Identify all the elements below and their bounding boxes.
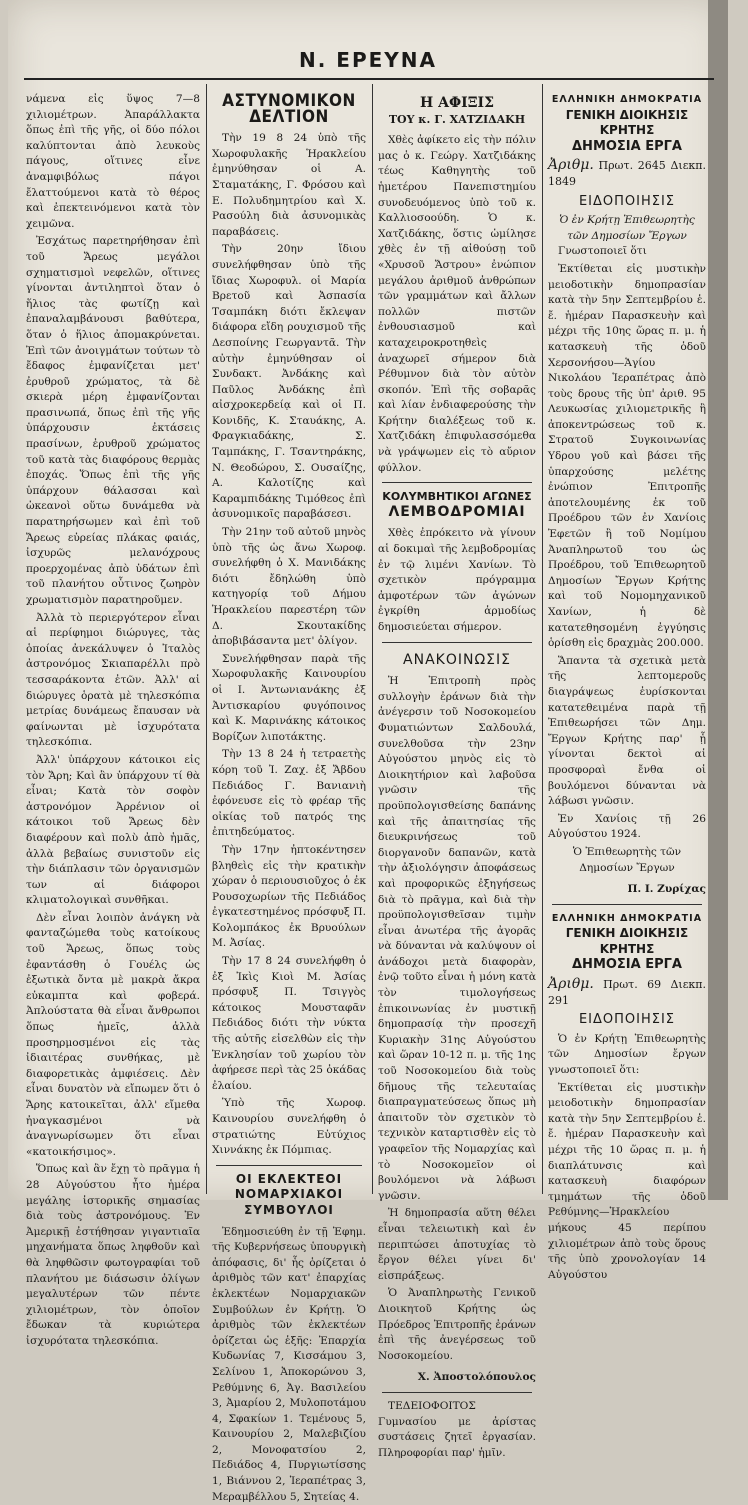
masthead: Ν. ΕΡΕΥΝΑ — [299, 48, 437, 72]
signature: Π. Ι. Ζυρίχας — [627, 883, 706, 896]
paragraph: Ὁ ἐν Κρήτῃ Ἐπιθεωρητὴς τῶν Δημοσίων ἔργων γνωστοποιεῖ ὅτι: — [548, 1032, 706, 1077]
column-divider-2 — [372, 84, 373, 1194]
reference-number: Ἀριθμ. Πρωτ. 2645 Διεκπ. 1849 — [548, 157, 706, 188]
paragraph: Ἐσχάτως παρετηρήθησαν ἐπὶ τοῦ Ἄρεως μεγάλοι σχηματισμοὶ νεφελῶν, οἵτινες γίνονται ἀντιληπτοὶ ὅταν ὁ ἥλιος τὰς φωτίζῃ καὶ ἐπαναλαμβάνουσι βαθύτερα, ὅταν ὁ ἥλιος ἀπομακρύνεται. Ἐπὶ τῶν ἀνοιγμάτων τούτων τὸ ἔδαφος ἐμφανίζεται μετ' ἐρυθροῦ χρώματος, τὰ δὲ σκιερὰ μέρη ἐμφανίζονται πρασινωπά, ὅπως ἐπὶ τῆς γῆς ὑπάρχουσιν ἐκτάσεις πρασίνων, ἐρυθροῦ χρώματος τοῦ κατὰ τὰς διαφόρους θερμὰς ἐποχάς. Ὅπως ἐπὶ τῆς γῆς ὑπάρχουν θάλασσαι καὶ ὠκεανοὶ οὕτω δυνάμεθα νὰ παρατηρήσωμεν καὶ ἐπὶ τοῦ Ἄρεως εὐρείας πλάκας φαιάς, ἰσχυρῶς μελανόχρους προερχομένας ἀπὸ ὑδάτων ἐπὶ τοῦ πλανήτου οὗτινος ζωηρὸν χρωματισμὸν παρατηροῦμεν. — [26, 235, 200, 606]
paragraph: Γνωστοποιεῖ ὅτι — [558, 245, 647, 258]
paragraph: Ἐκτίθεται εἰς μυστικὴν μειοδοτικὴν δημοπρασίαν κατὰ τὴν 5ην Σεπτεμβρίου ἑ. ἔ. ἡμέραν Παρασκευὴν καὶ μέχρι τῆς 10ης ὥρας π. μ. ἡ κατασκευὴ τῆς ὁδοῦ Χερσονήσου—Ἁγίου Νικολάου Ἱεραπέτρας ἀπὸ τοὺς δρους τῆς ὑπ' ἀριθ. 95 Λευκωσίας χιλιομετρικῆς ἢ ἀποκεντρώσεως τοῦ κ. Στρατοῦ Συγκοινωνίας Υδρου γοῦ καὶ βάσει τῆς ὑπαρχούσης μελέτης ἐνώπιον Ἐπιτροπῆς ἀποτελουμένης ἐκ τοῦ Προέδρου τῶν ἐν Χανίοις Ἐφετῶν ἢ τοῦ Νομίμου Ἀναπληρωτοῦ του ὡς Προέδρου, τοῦ Ἐπιθεωρητοῦ Δημοσίων Ἔργων Κρήτης καὶ τοῦ Νομομηχανικοῦ Χανίων, ἡ δὲ κατατεθησομένη ἐγγύησις ὁρίσθη εἰς δραχμὰς 200.000. — [548, 262, 706, 650]
section-divider — [382, 482, 532, 483]
section-divider — [382, 1392, 532, 1393]
paragraph: Τὴν 17ην ἠπτοκέντησεν βληθεὶς εἰς τὴν κρατικὴν χώραν ὁ περιουσιοῦχος ὁ ἐκ Ρουσοχωρίων τῆς Πεδιάδος ἐγκατεστημένος πρόσφυξ Π. Κολομπάκος ἐκ Βρυούλων Μ. Ἀσίας. — [212, 843, 366, 950]
classified-ad: ΤΕΔΕΙΟΦΟΙΤΟΣ Γυμνασίου με ἀρίστας συστάσεις ζητεῖ ἐργασίαν. Πληροφορίαι παρ' ἡμῖν. — [378, 1399, 536, 1459]
paragraph: Ἡ δημοπρασία αὕτη θέλει εἶναι τελειωτικὴ καὶ ἐν περιπτώσει ἀποτυχίας τὸ ἔργον θέλει γίνει δι' εἰσπράξεως. — [378, 1207, 536, 1282]
reference-number: Ἀριθμ. Πρωτ. 69 Διεκπ. 291 — [548, 976, 707, 1007]
republic-header: ΕΛΛΗΝΙΚΗ ΔΗΜΟΚΡΑΤΙΑ — [551, 94, 703, 105]
column-divider-3 — [542, 84, 543, 1194]
newspaper-page — [8, 0, 728, 1503]
notice-heading: ΕΙΔΟΠΟΙΗΣΙΣ — [578, 193, 676, 209]
paragraph: Χθὲς ἐπρόκειτο νὰ γίνουν αἱ δοκιμαὶ τῆς λεμβοδρομίας ἐν τῷ λιμένι Χανίων. Τὸ σχετικὸν πρόγραμμα ἀμφοτέρων τῶν ἀγώνων ἐγκρίθη ἁρμοδίως δημοσιεύεται σήμερον. — [378, 527, 536, 633]
column-3 — [378, 92, 536, 1459]
administration-header: ΓΕΝΙΚΗ ΔΙΟΙΚΗΣΙΣ ΚΡΗΤΗΣ — [565, 107, 689, 138]
arrival-heading: Η ΑΦΙΞΙΣ — [419, 95, 494, 111]
paragraph: Τὴν 13 8 24 ἡ τετραετὴς κόρη τοῦ Ἰ. Ζαχ. ἐξ Ἄβδου Πεδιάδος Γ. Βανιανιὴ ἐφόνευσε εἰς τὸ φρέαρ τῆς οἰκίας τοῦ πατρός της ἐπιτηδεύματος. — [212, 748, 366, 839]
paragraph: νάμενα εἰς ὕψος 7—8 χιλιομέτρων. Ἀπαράλλακτα ὅπως ἐπὶ τῆς γῆς, οἱ δύο πόλοι καλύπτονται ἀπὸ λευκοὺς πάγους, οἵτινες εἶνε ἀναμφιβόλως πάγοι ἔλαττούμενοι κατὰ τὸ θέρος καὶ ἐπεκτεινόμενοι κατὰ τὸν χειμῶνα. — [26, 93, 200, 230]
paragraph: Τὴν 19 8 24 ὑπὸ τῆς Χωροφυλακῆς Ἡρακλείου ἐμηνύθησαν οἱ Α. Σταματάκης, Γ. Φρόσου καὶ Ε. Πολυδημητρίου καὶ Χ. Ρασούλη διὰ ἀσυνομικὰς παραβάσεις. — [212, 132, 366, 238]
section-divider — [382, 642, 532, 643]
paragraph: Ἀλλ' ὑπάρχουν κάτοικοι εἰς τὸν Ἄρη; Καὶ ἂν ὑπάρχουν τί θὰ εἶναι; Κατὰ τὸν σοφὸν ἀστρονόμον Ἀρρένιον οἱ κάτοικοι τοῦ Ἄρεως δὲν διαφέρουν καὶ πολὺ ἀπὸ ἡμᾶς, ἀλλὰ βεβαίως συνιστοῦν εἰς τὴν διάπλασιν τῶν ὀργανισμῶν των αἱ διάφοροι κλιματολογικαὶ συνθῆκαι. — [26, 753, 200, 907]
section-divider — [552, 904, 702, 905]
paragraph: Ὅπως καὶ ἂν ἔχῃ τὸ πρᾶγμα ἡ 28 Αὐγούστου ἦτο ἡμέρα μεγάλης ἱστορικῆς σημασίας διὰ τοὺς ἀστρονόμους. Ἐν Ἀμερικῇ ἐστήθησαν γιγαντιαῖα μηχανήματα ὅπως ληφθοῦν καὶ θὰ ληφθῶσιν φωτογραφίαι τοῦ πλανήτου με διάσωσιν ὀλίγων μεγαλυτέρων τῶν πέντε χιλιομέτρων, τὸν ὁποῖον ἔδωκαν τὰ κυριώτερα ἰσχυρότατα τηλεσκόπια. — [26, 1163, 200, 1347]
section-divider — [216, 1165, 362, 1166]
page-edge-shadow — [708, 0, 728, 1200]
public-works-header: ΔΗΜΟΣΙΑ ΕΡΓΑ — [572, 138, 682, 154]
signature: Χ. Ἀποστολόπουλος — [417, 1371, 536, 1384]
paragraph: Τὴν 20ην ἴδιου συνελήφθησαν ὑπὸ τῆς ἴδιας Χωροφυλ. οἱ Μαρία Βρετοῦ καὶ Ἀσπασία Τσαμπάκη διότι ἔκλεψαν διάφορα εἴδη ρουχισμοῦ τῆς Δεσποίνης Γεωργαντᾶ. Τὴν αὐτὴν ἐμηνύθησαν οἱ Συνδακτ. Ἀνδάκης καὶ Παῦλος Ἀνδάκης ἐπὶ αἰσχροκερδείᾳ καὶ οἱ Π. Κονιδῆς, Κ. Σταυάκης, Α. Φραγκιαδάκης, Σ. Ταμπάκης, Γ. Τσαντηράκης, Ν. Θεοδώρου, Σ. Ουσαίζης, Α. Καλοτίζης καὶ Καραμπιδάκης Τιμόθεος ἐπὶ ἀσυνομικοῖς παραβάσεσι. — [212, 243, 366, 521]
paragraph: Ἐδημοσιεύθη ἐν τῇ Ἐφημ. τῆς Κυβερνήσεως ὑπουργικὴ ἀπόφασις, δι' ἧς ὁρίζεται ὁ ἀριθμὸς τῶν κατ' ἐπαρχίας ἐκλεκτέων Νομαρχιακῶν Συμβούλων ἐν Κρήτῃ. Ὁ ἀριθμὸς τῶν ἐκλεκτέων ὁρίζεται ὡς ἑξῆς: Ἐπαρχία Κυδωνίας 7, Κισσάμου 3, Σελίνου 1, Ἀποκορώνου 3, Ρεθύμνης 6, Ἀγ. Βασιλείου 3, Ἀμαρίου 2, Μυλοποτάμου 4, Σφακίων 1. Τεμένους 5, Καινουρίου 2, Μαλεβιζίου 2, Μονοφατσίου 2, Πεδιάδος 4, Πυργιωτίσσης 1, Βιάννου 2, Ἱεραπέτρας 3, Μεραμβέλλου 5, Σητείας 4. — [212, 1225, 366, 1503]
swimming-heading: ΚΟΛΥΜΒΗΤΙΚΟΙ ΑΓΩΝΕΣ — [382, 490, 532, 504]
paragraph: Ὑπὸ τῆς Χωροφ. Καινουρίου συνελήφθη ὁ στρατιώτης Εὐτύχιος Χιννάκης ἐκ Πόμπιας. — [212, 1097, 366, 1157]
notice-issuer: Ὁ ἐν Κρήτῃ Ἐπιθεωρητὴς τῶν Δημοσίων Ἔργων — [559, 214, 695, 242]
announcement-heading: ΑΝΑΚΟΙΝΩΣΙΣ — [403, 651, 511, 668]
paragraph: Ὁ Ἀναπληρωτὴς Γενικοῦ Διοικητοῦ Κρήτης ὡς Πρόεδρος Ἐπιτροπῆς ἐράνων ἐπὶ τῆς ἀνεγέρσεως τοῦ Νοσοκομείου. — [378, 1287, 536, 1362]
police-bulletin-heading: ΑΣΤΥΝΟΜΙΚΟΝ ΔΕΛΤΙΟΝ — [222, 91, 356, 127]
signature-title: Ὁ Ἐπιθεωρητὴς τῶν Δημοσίων Ἔργων — [572, 845, 682, 874]
arrival-subheading: ΤΟΥ κ. Γ. ΧΑΤΖΙΔΑΚΗ — [388, 112, 526, 126]
notice-heading: ΕΙΔΟΠΟΙΗΣΙΣ — [578, 1012, 676, 1028]
paragraph: Ἀλλὰ τὸ περιεργότερον εἶναι αἱ περίφημοι διώρυγες, τὰς ὁποίας ἀνεκάλυψεν ὁ Ἰταλὸς ἀστρονόμος Σκιαπαρέλλι πρὸ τεσσαράκοντα ἐτῶν. Ἀλλ' αἱ διώρυγες ὁρατὰ μὲ τηλεσκόπια μετρίας δυνάμεως ἔπαυσαν νὰ φαίνωνται μὲ ἰσχυρότατα τηλεσκόπια. — [26, 611, 200, 749]
column-divider-1 — [206, 84, 207, 1194]
column-4 — [548, 92, 707, 1281]
paragraph: Τὴν 21ην τοῦ αὐτοῦ μηνὸς ὑπὸ τῆς ὡς ἄνω Χωροφ. συνελήφθη ὁ Χ. Μανιδάκης διότι ἔδηλώθη ὑπὸ κατηγορίᾳ τοῦ Δήμου Ἡρακλείου παρεστέρη τῶν Δ. Σκουτακίδης ἀποβιβάσαντα μετ' ὀλίγον. — [212, 526, 366, 648]
paragraph: Τὴν 17 8 24 συνελήφθη ὁ ἐξ Ἰκὶς Κιοὶ Μ. Ἀσίας πρόσφυξ Π. Τσιγγὸς κάτοικος Μουσταφᾶν Πεδιάδος διότι τὴν νύκτα τῆς αὐτῆς εἰσελθὼν εἰς τὴν Ἑνκλησίαν τοῦ χωρίου τὸν ἀφήρεσε περὶ τὰς 25 ὀκάδας ἐλαίου. — [212, 955, 366, 1092]
paragraph: Συνελήφθησαν παρὰ τῆς Χωροφυλακῆς Καινουρίου οἱ Ι. Ἀντωνιανάκης ἐξ Ἀντισκαρίου φυγόποινος καὶ Κ. Μαρινάκης κάτοικος Βορίζων λιποτάκτης. — [212, 652, 366, 743]
masthead-rule — [24, 78, 714, 80]
paragraph: Ἐκτίθεται εἰς μυστικὴν μειοδοτικὴν δημοπρασίαν κατὰ τὴν 5ην Σεπτεμβρίου ἑ. ἔ. ἡμέραν Παρασκευὴν καὶ μέχρι τῆς 10 ὥρας π. μ. ἡ διαπλάτυνσις καὶ κατασκευὴ διαφόρων τμημάτων τῆς ὁδοῦ Ρεθύμνης—Ἡρακλείου μήκους 45 περίπου χιλιομέτρων ἀπὸ τοὺς ὅρους τῆς ὑπὸ χρονολογίαν 14 Αὐγούστου — [548, 1081, 706, 1281]
public-works-header: ΔΗΜΟΣΙΑ ΕΡΓΑ — [572, 957, 682, 973]
paragraph: Ἡ Ἐπιτροπὴ πρὸς συλλογὴν ἐράνων διὰ τὴν ἀνέγερσιν τοῦ Νοσοκομείου Φυματιώντων Σαλδουλά, συνελθοῦσα τὴν 23ην Αὐγούστου μηνὸς εἰς τὸ Διοικητήριον καὶ λαβοῦσα γνῶσιν τῆς προϋπολογισθείσης δαπάνης καὶ τῆς ἀπαιτησίας τῆς διευκρινήσεως τοῦ διοργανοῦν δαπανῶν, κατὰ τὴν ἀξιολόγησιν ἀποφάσεως καὶ προφορικῶς ἐξηγήσεως διὰ τὸ πρᾶγμα, καὶ διὰ τὴν προϋπολογισθεῖσαν τιμὴν εἶναι ἀνωτέρα τῆς ἀγορᾶς νὰ δύνανται νὰ καλύψουν οἱ ἀνάδοχοι μετὰ διαφορὰν, ἐνῷ τοῦτο εἶναι ἡ μόνη κατὰ τὸν τιμολογήσεως ἐπικοινωνίας ἐν μυστικῇ δημοπρασίᾳ τὴν προσεχῆ Κυριακὴν 31ης Αὐγούστου καὶ ὥραν 10-12 π. μ. τῆς 1ης τοῦ Νοσοκομείου διὰ τοὺς δῆμους τῆς τελευταίας διαπραγματεύσεως ὅπως μὴ ἀπαιτοῦν τὸν σχετικὸν τὸ τεχνικὸν καταρτισθὲν εἰς τὸ γραφεῖον τῆς Νομαρχίας καὶ τὸ Νοσοκομεῖον οἱ βουλόμενοι νὰ λάβωσι γνῶσιν. — [378, 675, 536, 1202]
boat-race-heading: ΛΕΜΒΟΔΡΟΜΙΑΙ — [388, 503, 526, 520]
column-2 — [212, 91, 366, 1503]
paragraph: Δὲν εἶναι λοιπὸν ἀνάγκη νὰ φανταζώμεθα τοὺς κατοίκους τοῦ Ἄρεως, ὅπως τοὺς ἐφαντάσθη ὁ Γουέλς ὡς ἐξωτικὰ ὄντα μὲ μακρὰ ἄκρα εὐκαμπτα καὶ φοβερά. Ἀπλούστατα θὰ εἶναι ἄνθρωποι ὅπως ἡμεῖς, ἀλλὰ προσηρμοσμένοι εἰς τὰς ἰδιαιτέρας συνθήκας, μὲ διαφορετικὰς ἀμφιέσεις. Δὲν εἶναι δυνατὸν νὰ εἴπωμεν ὅτι ὁ Ἄρης κατοικεῖται, ἀλλ' εἴμεθα ἠναγκασμένοι νὰ ἀναγνωρίσωμεν ὅτι εἶναι «κατοικήσιμος». — [26, 911, 200, 1158]
administration-header: ΓΕΝΙΚΗ ΔΙΟΙΚΗΣΙΣ ΚΡΗΤΗΣ — [565, 926, 689, 956]
column-1-article — [26, 92, 200, 1347]
councillors-heading: ΟΙ ΕΚΛΕΚΤΕΟΙ ΝΟΜΑΡΧΙΑΚΟΙ ΣΥΜΒΟΥΛΟΙ — [234, 1171, 344, 1217]
paragraph: Ἅπαντα τὰ σχετικὰ μετὰ τῆς λεπτομεροῦς διαγράψεως ἐυρίσκονται κατατεθειμένα παρὰ τῇ Ἐπιθεωρήσει τῶν Δημ. Ἔργων Κρήτης παρ' ᾗ γίνονται δεκτοὶ αἱ προσφοραὶ ἔνθα οἱ βουλόμενοι δύνανται νὰ λάβωσι γνῶσιν. — [548, 654, 706, 808]
republic-header: ΕΛΛΗΝΙΚΗ ΔΗΜΟΚΡΑΤΙΑ — [551, 912, 703, 924]
paragraph: Ἐν Χανίοις τῇ 26 Αὐγούστου 1924. — [548, 812, 706, 841]
paragraph: Χθὲς ἀφίκετο εἰς τὴν πόλιν μας ὁ κ. Γεώργ. Χατζιδάκης τέως Καθηγητὴς τοῦ ἡμετέρου Πανεπιστημίου συνοδευόμενος ὑπὸ τοῦ κ. Καλλιοσοούδη. Ὁ κ. Χατζιδάκης, ὅστις ὡμίλησε χθὲς ἐν τῇ αἰθούσῃ τοῦ «Χρυσοῦ Ἄστρου» ἐνώπιον μεγάλου ἀριθμοῦ ἀνθρώπων τῶν γραμμάτων καὶ ἄλλων πολλῶν πιστῶν ἐνθουσιασμοῦ καὶ καταχειροκροτηθεὶς ἀναχωρεῖ σήμερον διὰ Ρέθυμνον διὰ τὸν αὐτὸν σκοπόν. Ἐπὶ τῆς σοβαρᾶς καὶ λίαν ἐνδιαφερούσης τὴν Κρήτην διαλέξεως τοῦ κ. Χατζιδάκη ἐπιφυλασσόμεθα νὰ γράψωμεν εἰς τὸ αὔριον φύλλον. — [378, 134, 536, 474]
